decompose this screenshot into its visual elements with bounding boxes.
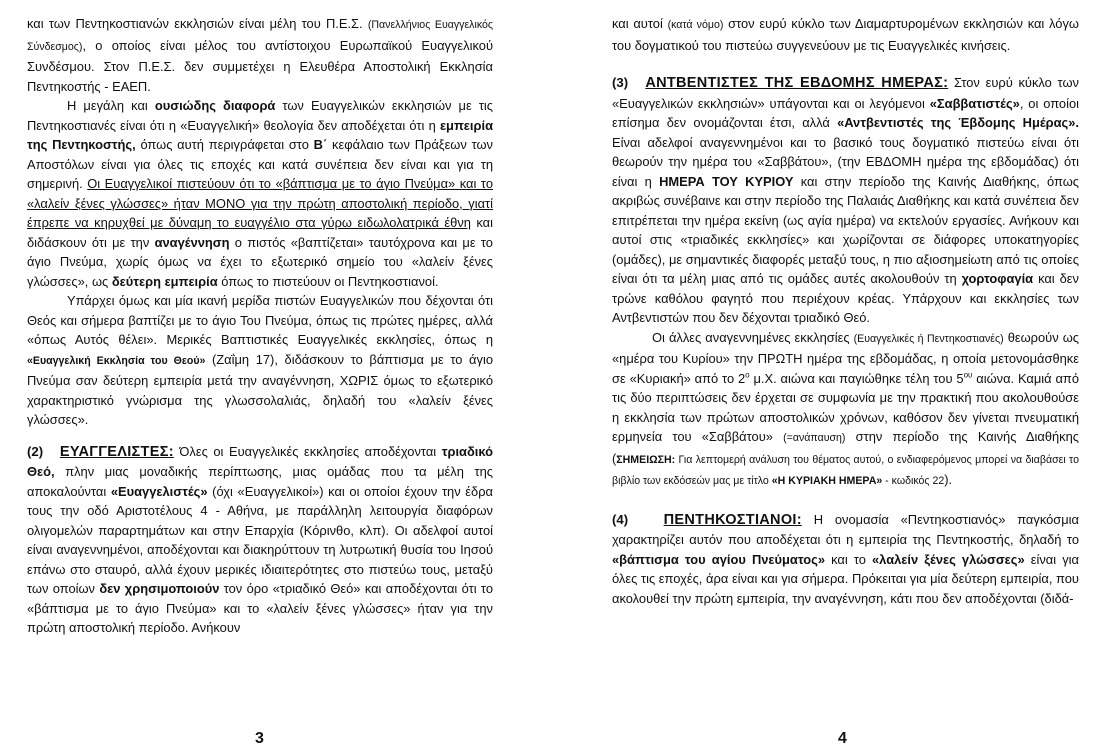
page-number-left: 3: [255, 730, 264, 747]
right-paragraph-1: και αυτοί (κατά νόμο) στον ευρύ κύκλο των Διαμαρτυρομένων εκκλησιών και λόγω του δογματικού του πιστεύω συγγενεύουν με τις Ευαγγελικές κινήσεις.: [612, 16, 1079, 53]
right-page: [612, 14, 1079, 608]
left-paragraph-1: και των Πεντηκοστιανών εκκλησιών είναι μέλη του Π.Ε.Σ. (Πανελλήνιος Ευαγγελικός Σύνδεσμος), ο οποίος είναι μέλος του αντίστοιχου Ευρωπαϊκού Ευαγγελικού Συνδέσμου. Στον Π.Ε.Σ. δεν συμμετέχει η Ελευθέρα Αποστολική Εκκλησία Πεντηκοστής - ΕΑΕΠ.: [27, 16, 493, 94]
left-paragraph-2: Η μεγάλη και ουσιώδης διαφορά των Ευαγγελικών εκκλησιών με τις Πεντηκοστιανές είναι ότι η «Ευαγγελική» θεολογία δεν αποδέχεται ότι η εμπειρία της Πεντηκοστής, όπως αυτή περιγράφεται στο Β΄ κεφάλαιο των Πράξεων των Αποστόλων είναι για όλες τις εποχές και κατά συνέπεια δεν είναι και για τη σημερινή. Οι Ευαγγελικοί πιστεύουν ότι το «βάπτισμα με το άγιο Πνεύμα» και το «λαλείν ξένες γλώσσες» ήταν ΜΟΝΟ για την πρώτη αποστολική περίοδο, γιατί έπρεπε να κηρυχθεί με δύναμη το ευαγγέλιο στα γύρω ειδωλολατρικά έθνη και διδάσκουν ότι με την αναγέννηση ο πιστός «βαπτίζεται» ταυτόχρονα και με το άγιο Πνεύμα, χωρίς όμως να έχει το εξωτερικό σημείο του «λαλείν ξένες γλώσσες», ως δεύτερη εμπειρία όπως το πιστεύουν οι Πεντηκοστιανοί.: [27, 98, 493, 289]
left-page: [27, 14, 493, 638]
section-number: (4): [612, 511, 629, 527]
page-number-right: 4: [838, 730, 847, 747]
underlined-passage: Οι Ευαγγελικοί πιστεύουν ότι το «βάπτισμα με το άγιο Πνεύμα» και το «λαλείν ξένες γλώσσες» ήταν ΜΟΝΟ για την πρώτη αποστολική περίοδο, γιατί έπρεπε να κηρυχθεί με δύναμη το ευαγγέλιο στα γύρω ειδωλολατρικά έθνη: [27, 176, 493, 230]
section-heading: ΑΝΤΒΕΝΤΙΣΤΕΣ ΤΗΣ ΕΒΔΟΜΗΣ ΗΜΕΡΑΣ:: [645, 75, 949, 91]
section-heading: ΠΕΝΤΗΚΟΣΤΙΑΝΟΙ:: [663, 511, 802, 528]
section-number: (2): [27, 443, 44, 459]
right-paragraph-3: Οι άλλες αναγεννημένες εκκλησίες (Ευαγγελικές ή Πεντηκοστιανές) θεωρούν ως «ημέρα του Κυρίου» την ΠΡΩΤΗ ημέρα της εβδομάδας, η οποία μετονομάσθηκε σε «Κυριακή» από το $2^o$ μ.Χ. αιώνα και παγιώθηκε τέλη του $5^{o\upsilon}$ αιώνα. Καμιά από τις δύο περιπτώσεις δεν έρχεται σε συμφωνία με την πρακτική που ακολουθούσε η εκκλησία των πρώτων αποστολικών χρόνων, καθόσον δεν γίνεται πνευματική ερμηνεία του «Σαββάτου» (=ανάπαυση) στην περίοδο της Καινής Διαθήκης (ΣΗΜΕΙΩΣΗ: Για λεπτομερή ανάλυση του θέματος αυτού, ο ενδιαφερόμενος μπορεί να διαβάσει το βιβλίο των εκδόσεών μας με τίτλο «Η ΚΥΡΙΑΚΗ ΗΜΕΡΑ» - κωδικός 22).: [612, 329, 1080, 487]
section-2-evangelistes: (2) ΕΥΑΓΓΕΛΙΣΤΕΣ: Όλες οι Ευαγγελικές εκκλησίες αποδέχονται τριαδικό Θεό, πλην μιας μοναδικής περίπτωσης, μιας ομάδας που τα μέλη της αποκαλούνται «Ευαγγελιστές» (όχι «Ευαγγελικοί») και οι οποίοι έχουν την έδρα τους την οδό Αριστοτέλους 4 - Αθήνα, με παράλληλη λειτουργία διαφόρων ολιγομελών παραρτημάτων και στην Επαρχία (Κόρινθο, κλπ). Οι αδελφοί αυτοί είναι αναγεννημένοι, αποδέχονται και διακηρύττουν τη λυτρωτική θυσία του Ιησού επάνω στο σταυρό, αλλά έχουν μερικές ιδιαιτερότητες στο πιστεύω τους, μεταξύ των οποίων δεν χρησιμοποιούν τον όρο «τριαδικό Θεό» και αποδέχονται ότι το «βάπτισμα με το άγιο Πνεύμα» και το «λαλείν ξένες γλώσσες» ήταν για την πρώτη αποστολική περίοδο. Ανήκουν: [27, 443, 494, 635]
section-heading: ΕΥΑΓΓΕΛΙΣΤΕΣ:: [59, 443, 174, 460]
section-4-pentecostals: (4) ΠΕΝΤΗΚΟΣΤΙΑΝΟΙ: Η ονομασία «Πεντηκοστιανός» παγκόσμια χαρακτηρίζει αυτόν που αποδέχεται ότι η εμπειρία της Πεντηκοστής, δηλαδή το «βάπτισμα του αγίου Πνεύματος» και το «λαλείν ξένες γλώσσες» είναι για όλες τις εποχές, άρα είναι και για σήμερα. Πρόκειται για μία δεύτερη εμπειρία, που ακολουθεί την πρώτη εμπειρία, την αναγέννηση, κάτι που δεν αποδέχονται (διδά-: [612, 511, 1079, 606]
left-paragraph-3: Υπάρχει όμως και μία ικανή μερίδα πιστών Ευαγγελικών που δέχονται ότι Θεός και σήμερα βαπτίζει με το άγιο Του Πνεύμα, όπως τις πρώτες ημέρες, αλλά «όπως Αυτός θέλει». Μερικές Βαπτιστικές Ευαγγελικές εκκλησίες, όπως η «Ευαγγελική Εκκλησία του Θεού» (Ζαΐμη 17), διδάσκουν το βάπτισμα με το άγιο Πνεύμα σαν δεύτερη εμπειρία μετά την αναγέννηση, ΧΩΡΙΣ όμως το εξωτερικό χαρακτηριστικό γνώρισμα της γλωσσολαλιάς, δηλαδή του «λαλείν ξένες γλώσσες».: [27, 293, 493, 427]
section-number: (3): [612, 75, 629, 90]
section-3-adventists: (3) ΑΝΤΒΕΝΤΙΣΤΕΣ ΤΗΣ ΕΒΔΟΜΗΣ ΗΜΕΡΑΣ: Στον ευρύ κύκλο των «Ευαγγελικών εκκλησιών» υπάγονται και οι λεγόμενοι «Σαββατιστές», οι οποίοι επίσημα δεν ονομάζονται έτσι, αλλά «Αντβεντιστές της Έβδομης Ημέρας». Είναι αδελφοί αναγεννημένοι και το βασικό τους δογματικό πιστεύω είναι ότι θεωρούν την ημέρα του «Σαββάτου», (την ΕΒΔΟΜΗ ημέρα της εβδομάδας) ότι είναι η ΗΜΕΡΑ ΤΟΥ ΚΥΡΙΟΥ και στην περίοδο της Καινής Διαθήκης, όπως ακριβώς συνέβαινε και στην περίοδο της Παλαιάς Διαθήκης και κατά συνέπεια δεν επιτρέπεται την ημέρα εκείνη (ως αγία ημέρα) να εκτελούν εργασίες. Ανήκουν και αυτοί στις «τριαδικές εκκλησίες» και χωρίζονται σε διάφορες υποκατηγορίες (ομάδες), με σημαντικές διαφορές μεταξύ τους, η πιο αξιοσημείωτη από τις οποίες είναι ότι τα μέλη μιας από τις ομάδες αυτές ακολουθούν τη χορτοφαγία και δεν τρώνε καθόλου φαγητό που περιέχουν κρέας. Υπάρχουν και εκκλησίες των Αντβεντιστών που δεν δέχονται τριαδικό Θεό.: [612, 75, 1079, 325]
